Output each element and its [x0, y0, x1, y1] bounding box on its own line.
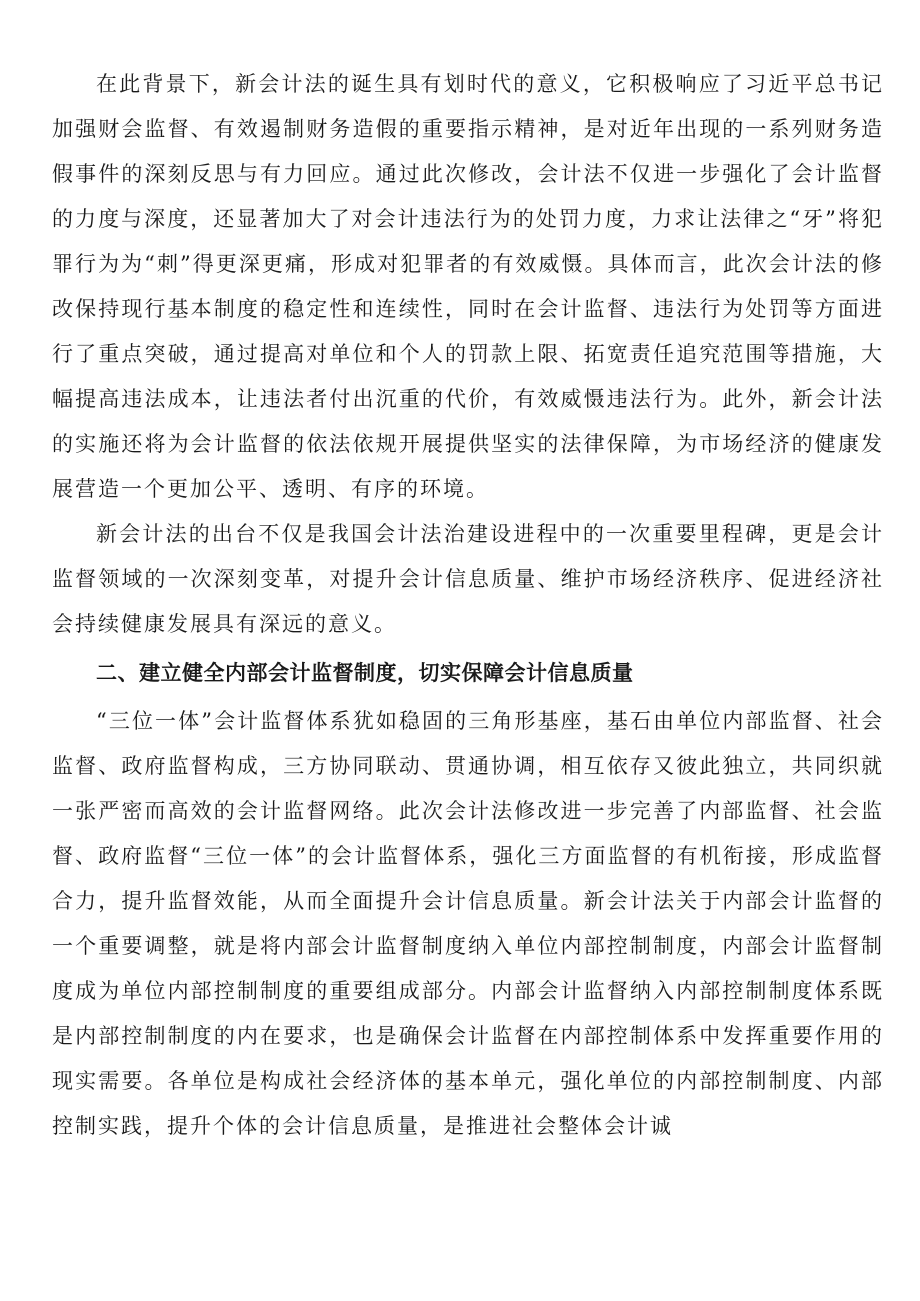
section-paragraph: “三位一体”会计监督体系犹如稳固的三角形基座，基石由单位内部监督、社会监督、政府监督构成，三方协同联动、贯通协调，相互依存又彼此独立，共同织就一张严密而高效的会计监督网络。此次会计法修改进一步完善了内部监督、社会监督、政府监督“三位一体”的会计监督体系，强化三方面监督的有机衔接，形成监督合力，提升监督效能，从而全面提升会计信息质量。新会计法关于内部会计监督的一个重要调整，就是将内部会计监督制度纳入单位内部控制制度，内部会计监督制度成为单位内部控制制度的重要组成部分。内部会计监督纳入内部控制制度体系既是内部控制制度的内在要求，也是确保会计监督在内部控制体系中发挥重要作用的现实需要。各单位是构成社会经济体的基本单元，强化单位的内部控制制度、内部控制实践，提升个体的会计信息质量，是推进社会整体会计诚: [52, 709, 884, 1138]
body-paragraph-2: 新会计法的出台不仅是我国会计法治建设进程中的一次重要里程碑，更是会计监督领域的一次深刻变革，对提升会计信息质量、维护市场经济秩序、促进经济社会持续健康发展具有深远的意义。: [52, 522, 884, 636]
body-paragraph-1: 在此背景下，新会计法的诞生具有划时代的意义，它积极响应了习近平总书记加强财会监督、有效遏制财务造假的重要指示精神，是对近年出现的一系列财务造假事件的深刻反思与有力回应。通过此次修改，会计法不仅进一步强化了会计监督的力度与深度，还显著加大了对会计违法行为的处罚力度，力求让法律之“牙”将犯罪行为为“刺”得更深更痛，形成对犯罪者的有效威慑。具体而言，此次会计法的修改保持现行基本制度的稳定性和连续性，同时在会计监督、违法行为处罚等方面进行了重点突破，通过提高对单位和个人的罚款上限、拓宽责任追究范围等措施，大幅提高违法成本，让违法者付出沉重的代价，有效威慑违法行为。此外，新会计法的实施还将为会计监督的依法依规开展提供坚实的法律保障，为市场经济的健康发展营造一个更加公平、透明、有序的环境。: [52, 72, 884, 501]
section-heading: 二、建立健全内部会计监督制度，切实保障会计信息质量: [96, 661, 634, 685]
